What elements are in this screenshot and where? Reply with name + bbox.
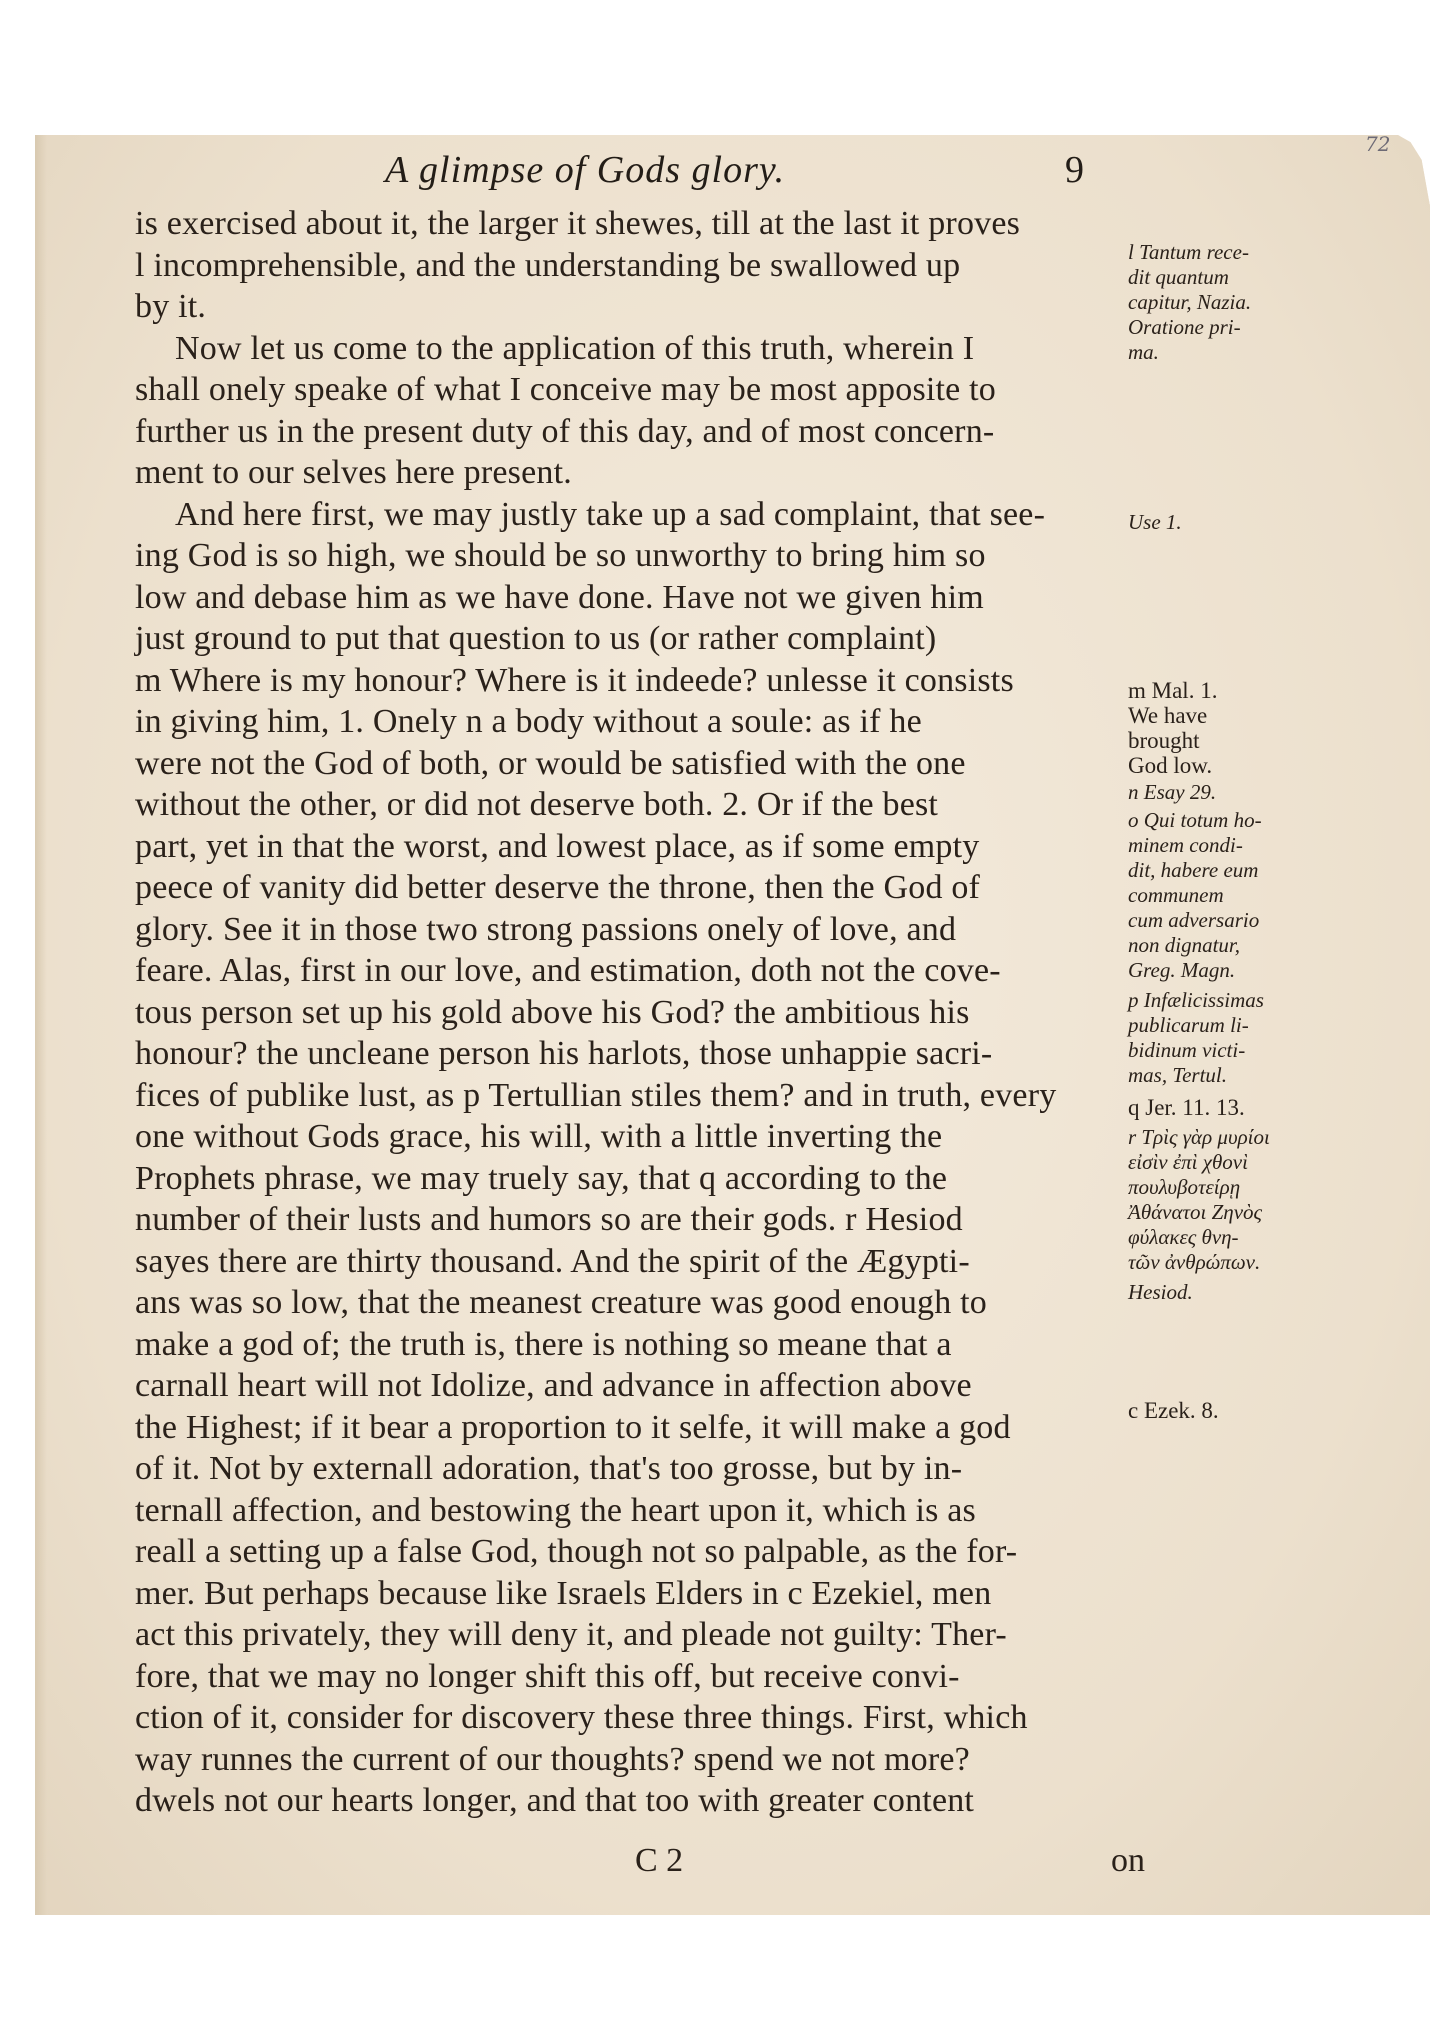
text-line: mer. But perhaps because like Israels Elders in c Ezekiel, men: [135, 1574, 992, 1612]
text-line: Now let us come to the application of this truth, wherein I: [175, 329, 975, 367]
marginal-note: Use 1.: [1128, 510, 1182, 534]
text-line: is exercised about it, the larger it shewes, till at the last it proves: [135, 205, 1021, 242]
corner-annotation: 72: [1365, 132, 1391, 156]
marginal-note: non dignatur,: [1128, 933, 1241, 957]
page-footer: [135, 1842, 1145, 1886]
running-title: A glimpse of Gods glory.: [385, 149, 786, 191]
marginal-note: We have: [1128, 703, 1208, 728]
marginal-note: capitur, Nazia.: [1128, 290, 1252, 314]
marginal-note: c Ezek. 8.: [1128, 1398, 1219, 1423]
marginal-note: Greg. Magn.: [1128, 958, 1236, 982]
marginal-note: l Tantum rece-: [1128, 240, 1249, 264]
marginal-note: dit, habere eum: [1128, 858, 1259, 882]
text-line: peece of vanity did better deserve the throne, then the God of: [135, 869, 981, 906]
text-line: make a god of; the truth is, there is nothing so meane that a: [135, 1325, 952, 1363]
marginal-note: cum adversario: [1128, 908, 1260, 932]
text-line: one without Gods grace, his will, with a little inverting the: [135, 1118, 943, 1155]
marginal-note: publicarum li-: [1128, 1013, 1249, 1037]
marginal-note: q Jer. 11. 13.: [1128, 1095, 1245, 1120]
marginal-note: Hesiod.: [1128, 1280, 1193, 1304]
text-line: in giving him, 1. Onely n a body without a soule: as if he: [135, 703, 922, 740]
marginal-note: communem: [1128, 883, 1224, 907]
text-line: m Where is my honour? Where is it indeede? unlesse it consists: [135, 661, 1014, 699]
marginal-note: mas, Tertul.: [1128, 1063, 1228, 1087]
page-number: 9: [1065, 149, 1084, 191]
marginal-note: n Esay 29.: [1128, 780, 1217, 804]
text-line: act this privately, they will deny it, and pleade not guilty: Ther-: [135, 1616, 1007, 1653]
text-line: dwels not our hearts longer, and that too with greater content: [135, 1782, 975, 1819]
text-line: carnall heart will not Idolize, and advance in affection above: [135, 1367, 972, 1404]
text-line: fices of publike lust, as p Tertullian stiles them? and in truth, every: [135, 1076, 1057, 1114]
signature-mark: C 2: [635, 1842, 684, 1879]
marginal-note: m Mal. 1.: [1128, 678, 1218, 703]
text-line: And here first, we may justly take up a sad complaint, that see-: [175, 495, 1046, 533]
text-line: low and debase him as we have done. Have not we given him: [135, 578, 984, 616]
catchword: on: [1111, 1842, 1145, 1879]
text-line: ans was so low, that the meanest creature was good enough to: [135, 1284, 988, 1321]
marginal-note: God low.: [1128, 753, 1213, 778]
marginal-note: Oratione pri-: [1128, 315, 1241, 339]
marginal-note: εἰσὶν ἐπὶ χθονὶ: [1128, 1150, 1248, 1174]
marginal-note: o Qui totum ho-: [1128, 808, 1262, 832]
text-line: ternall affection, and bestowing the heart upon it, which is as: [135, 1491, 976, 1529]
text-line: ment to our selves here present.: [135, 454, 572, 491]
text-line: the Highest; if it bear a proportion to it selfe, it will make a god: [135, 1408, 1011, 1446]
text-line: by it.: [135, 288, 207, 325]
text-line: just ground to put that question to us (or rather complaint): [135, 620, 937, 657]
text-line: sayes there are thirty thousand. And the spirit of the Ægypti-: [135, 1242, 970, 1280]
text-line: were not the God of both, or would be satisfied with the one: [135, 744, 966, 782]
text-line: Prophets phrase, we may truely say, that q according to the: [135, 1159, 948, 1197]
text-line: further us in the present duty of this day, and of most concern-: [135, 412, 995, 450]
text-line: feare. Alas, first in our love, and estimation, doth not the cove-: [135, 952, 1001, 989]
text-line: fore, that we may no longer shift this off, but receive convi-: [135, 1657, 960, 1695]
text-line: ing God is so high, we should be so unworthy to bring him so: [135, 537, 986, 574]
text-line: reall a setting up a false God, though not so palpable, as the for-: [135, 1533, 1018, 1570]
marginal-note: τῶν ἀνθρώπων.: [1128, 1250, 1261, 1274]
marginal-note: p Infælicissimas: [1128, 988, 1264, 1012]
marginal-note: ma.: [1128, 340, 1159, 364]
marginal-note: brought: [1128, 728, 1200, 753]
text-line: part, yet in that the worst, and lowest place, as if some empty: [135, 827, 980, 865]
text-line: glory. See it in those two strong passions onely of love, and: [135, 910, 957, 948]
text-line: ction of it, consider for discovery these three things. First, which: [135, 1699, 1028, 1736]
text-line: tous person set up his gold above his God? the ambitious his: [135, 993, 970, 1031]
marginal-note: r Τρὶς γὰρ μυρίοι: [1128, 1125, 1270, 1149]
marginal-note: πουλυβοτείρῃ: [1128, 1175, 1241, 1199]
marginal-note: bidinum victi-: [1128, 1038, 1246, 1062]
marginal-note: dit quantum: [1128, 265, 1229, 289]
text-line: without the other, or did not deserve both. 2. Or if the best: [135, 786, 939, 823]
body-text: [135, 203, 1135, 1822]
text-line: way runnes the current of our thoughts? spend we not more?: [135, 1740, 970, 1778]
text-line: l incomprehensible, and the understanding be swallowed up: [135, 246, 961, 284]
marginal-note: minem condi-: [1128, 833, 1243, 857]
text-line: of it. Not by externall adoration, that's too grosse, but by in-: [135, 1450, 963, 1487]
marginal-note: φύλακες θνη-: [1128, 1225, 1239, 1249]
page-header: [385, 148, 1105, 192]
text-line: shall onely speake of what I conceive may be most apposite to: [135, 371, 997, 408]
marginal-note: Ἀθάνατοι Ζηνὸς: [1128, 1200, 1263, 1224]
text-line: honour? the uncleane person his harlots, those unhappie sacri-: [135, 1035, 993, 1072]
text-line: number of their lusts and humors so are their gods. r Hesiod: [135, 1201, 963, 1238]
